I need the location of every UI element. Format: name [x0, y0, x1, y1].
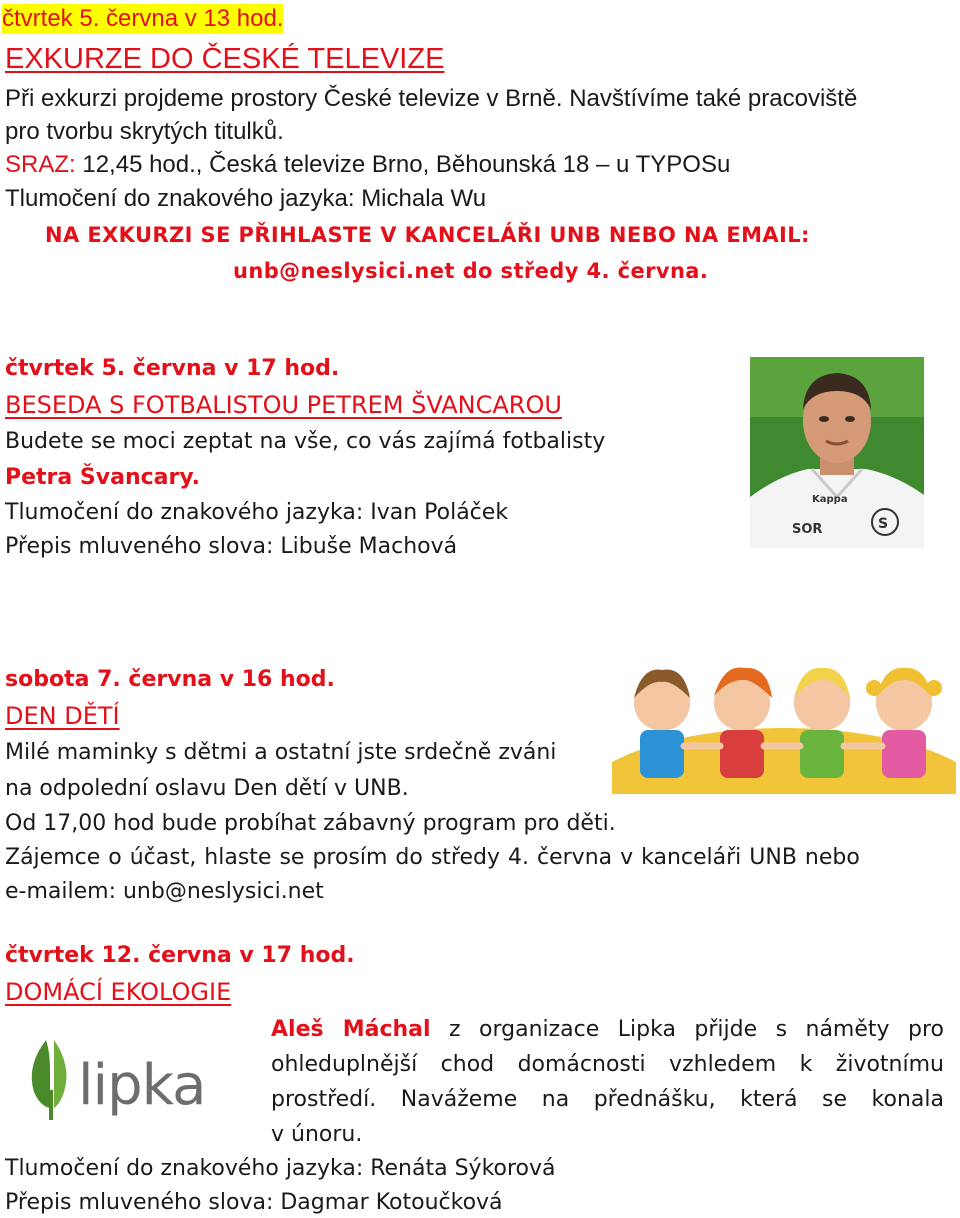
- event4-date: čtvrtek 12. června v 17 hod.: [5, 943, 355, 968]
- event4-title: DOMÁCÍ EKOLOGIE: [5, 978, 232, 1006]
- event2-footballer-name: Petra Švancary.: [5, 465, 201, 490]
- event4-interpreter: Tlumočení do znakového jazyka: Renáta Sýkorová: [5, 1156, 556, 1181]
- event1-text-line2: pro tvorbu skrytých titulků.: [5, 118, 284, 145]
- event4-line1-rest: z organizace Lipka přijde s náměty pro: [430, 1017, 944, 1042]
- lipka-logo: [20, 1030, 220, 1122]
- event1-date: čtvrtek 5. června v 13 hod.: [2, 5, 284, 32]
- event4-text-line3: prostředí. Navážeme na přednášku, která se konala: [271, 1087, 944, 1112]
- event3-text-line3: Od 17,00 hod bude probíhat zábavný program pro děti.: [5, 811, 616, 836]
- event1-signup-line1: NA EXKURZI SE PŘIHLASTE V KANCELÁŘI UNB NEBO NA EMAIL:: [45, 223, 810, 247]
- event4-text-line4: v únoru.: [271, 1122, 363, 1147]
- event2-interpreter: Tlumočení do znakového jazyka: Ivan Poláček: [5, 500, 509, 525]
- meeting-place: , Česká televize Brno, Běhounská 18 – u TYPOSu: [195, 151, 731, 178]
- event1-text-line1: Při exkurzi projdeme prostory České televize v Brně. Navštívíme také pracoviště: [5, 85, 858, 112]
- event3-text-line4: Zájemce o účast, hlaste se prosím do středy 4. června v kanceláři UNB nebo: [5, 845, 860, 870]
- event3-text-line2: na odpolední oslavu Den dětí v UNB.: [5, 776, 409, 801]
- event1-interpreter: Tlumočení do znakového jazyka: Michala Wu: [5, 185, 487, 212]
- event2-transcript: Přepis mluveného slova: Libuše Machová: [5, 534, 458, 559]
- event3-text-line1: Milé maminky s dětmi a ostatní jste srdečně zváni: [5, 740, 557, 765]
- event3-date: sobota 7. června v 16 hod.: [5, 667, 335, 692]
- footballer-photo: [750, 357, 924, 548]
- event4-transcript: Přepis mluveného slova: Dagmar Kotoučková: [5, 1190, 503, 1215]
- event1-signup-line2: unb@neslysici.net do středy 4. června.: [233, 259, 709, 283]
- svg-text:S: S: [878, 516, 889, 532]
- svg-text:SOR: SOR: [792, 522, 823, 537]
- event1-title: EXKURZE DO ČESKÉ TELEVIZE: [5, 43, 445, 75]
- event3-title: DEN DĚTÍ: [5, 702, 120, 730]
- meeting-time: 12,45 hod.: [75, 151, 196, 178]
- event4-text-line2: ohleduplnější chod domácnosti vzhledem k životnímu: [271, 1052, 944, 1077]
- lipka-logo-text: lipka: [78, 1053, 206, 1118]
- event2-title: BESEDA S FOTBALISTOU PETREM ŠVANCAROU: [5, 391, 562, 419]
- event4-text-line1: [271, 1015, 944, 1045]
- event2-date: čtvrtek 5. června v 17 hod.: [5, 356, 340, 381]
- meeting-label: SRAZ:: [5, 151, 76, 178]
- kappa-logo-text: Kappa: [812, 494, 848, 505]
- event2-text-line1: Budete se moci zeptat na vše, co vás zajímá fotbalisty: [5, 429, 606, 454]
- event1-meeting: [5, 150, 730, 180]
- event4-speaker: Aleš Máchal: [271, 1017, 431, 1042]
- event3-text-line5: e-mailem: unb@neslysici.net: [5, 879, 324, 904]
- children-illustration: [612, 658, 956, 794]
